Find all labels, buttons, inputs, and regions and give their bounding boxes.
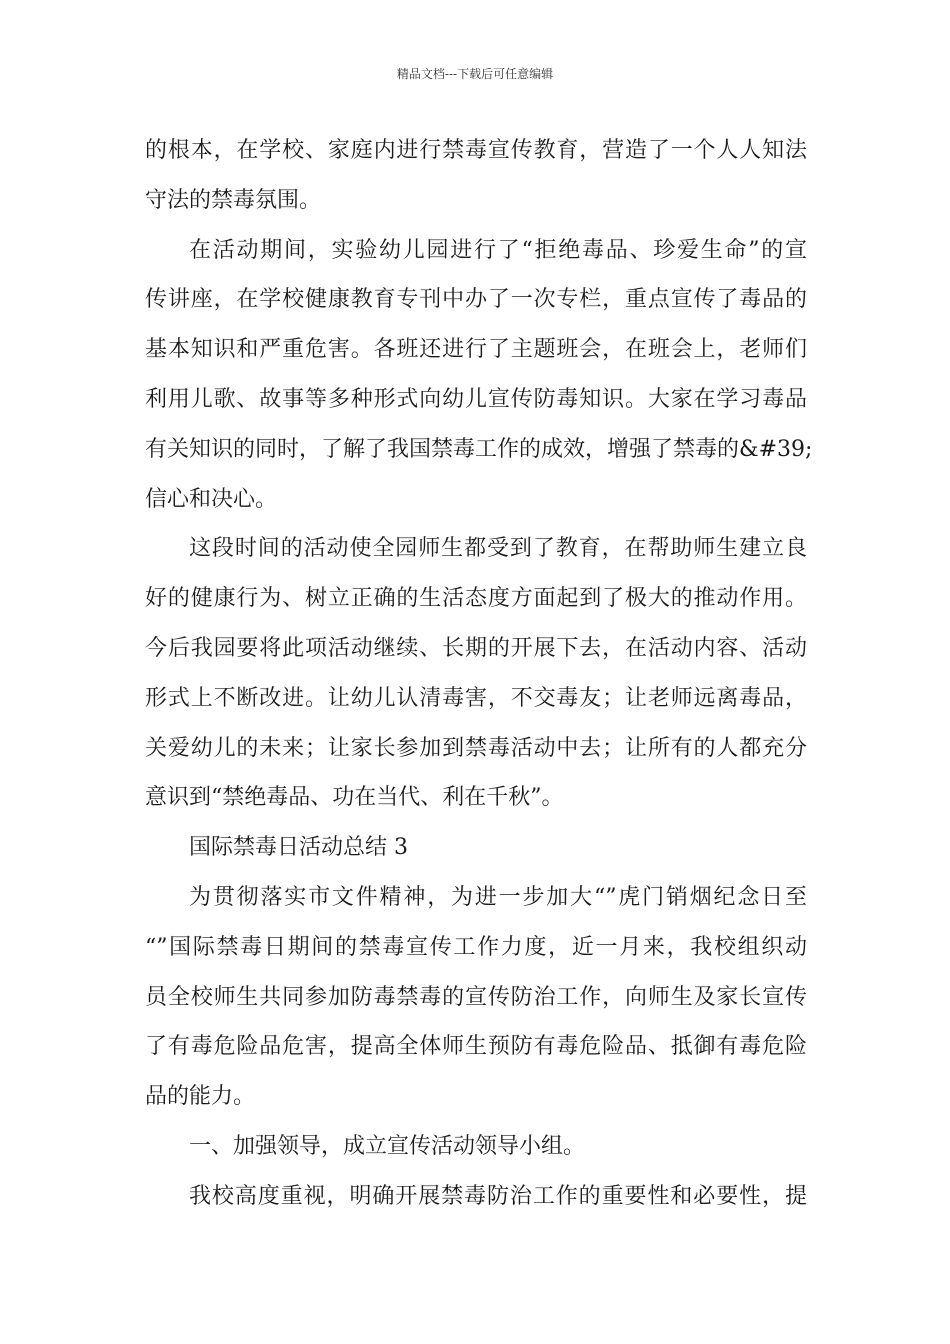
text-line: 守法的禁毒氛围。 bbox=[145, 187, 322, 213]
text-line: 员全校师生共同参加防毒禁毒的宣传防治工作，向师生及家长宣传 bbox=[145, 984, 807, 1010]
text-line: 了有毒危险品危害，提高全体师生预防有毒危险品、抵御有毒危险 bbox=[145, 1034, 807, 1060]
text-line: 一、加强领导，成立宣传活动领导小组。 bbox=[189, 1133, 586, 1159]
text-line: 基本知识和严重危害。各班还进行了主题班会，在班会上，老师们 bbox=[145, 337, 807, 363]
page-header: 精品文档---下载后可任意编辑 bbox=[396, 67, 554, 81]
text-line: 在活动期间，实验幼儿园进行了“拒绝毒品、珍爱生命”的宣 bbox=[189, 237, 807, 263]
text-line: 形式上不断改进。让幼儿认清毒害，不交毒友；让老师远离毒品， bbox=[145, 685, 807, 711]
text-line: 为贯彻落实市文件精神，为进一步加大“”虎门销烟纪念日至 bbox=[189, 884, 807, 910]
text-line: 好的健康行为、树立正确的生活态度方面起到了极大的推动作用。 bbox=[145, 586, 807, 612]
text-line: 今后我园要将此项活动继续、长期的开展下去，在活动内容、活动 bbox=[145, 635, 807, 661]
text-line: 的根本，在学校、家庭内进行禁毒宣传教育，营造了一个人人知法 bbox=[145, 138, 807, 163]
text-line: 传讲座，在学校健康教育专刊中办了一次专栏，重点宣传了毒品的 bbox=[145, 287, 807, 313]
text-line: 有关知识的同时，了解了我国禁毒工作的成效，增强了禁毒的&#39; bbox=[145, 436, 813, 462]
text-line: 我校高度重视，明确开展禁毒防治工作的重要性和必要性，提 bbox=[189, 1183, 807, 1209]
text-line: 信心和决心。 bbox=[145, 486, 278, 512]
text-line: “”国际禁毒日期间的禁毒宣传工作力度，近一月来，我校组织动 bbox=[145, 934, 807, 960]
text-line: 品的能力。 bbox=[145, 1084, 256, 1110]
text-line: 利用儿歌、故事等多种形式向幼儿宣传防毒知识。大家在学习毒品 bbox=[145, 386, 807, 412]
document-body bbox=[145, 126, 813, 1222]
text-line: 这段时间的活动使全园师生都受到了教育，在帮助师生建立良 bbox=[189, 536, 807, 562]
text-line: 关爱幼儿的未来；让家长参加到禁毒活动中去；让所有的人都充分 bbox=[145, 735, 807, 761]
text-line: 意识到“禁绝毒品、功在当代、利在千秋”。 bbox=[145, 785, 564, 811]
text-line: 国际禁毒日活动总结 3 bbox=[189, 835, 408, 861]
